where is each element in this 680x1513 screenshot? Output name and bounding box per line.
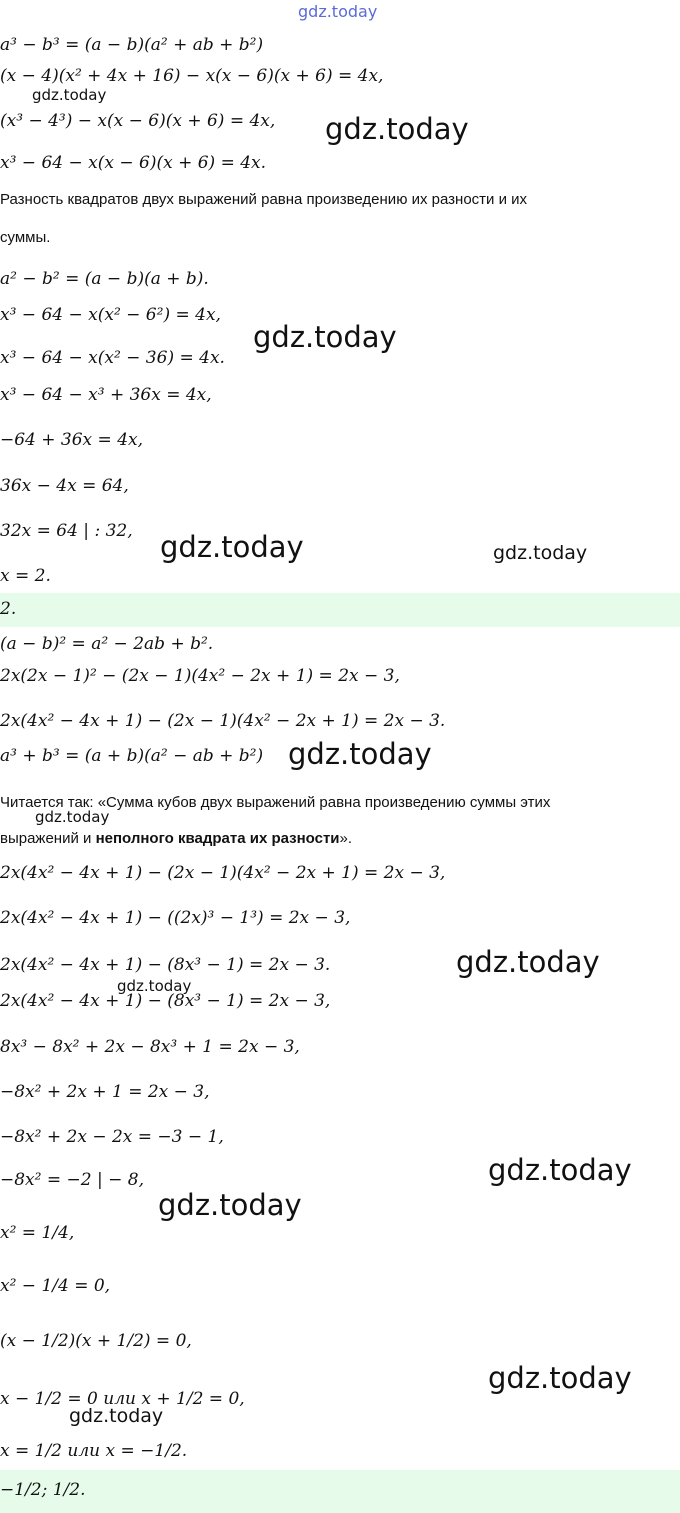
equation-line: 2x(4x² − 4x + 1) − (8x³ − 1) = 2x − 3, <box>0 991 331 1011</box>
explanation-text <box>0 828 352 850</box>
equation-line: 2x(4x² − 4x + 1) − (8x³ − 1) = 2x − 3. <box>0 955 331 975</box>
answer-band <box>0 593 680 627</box>
watermark-top: gdz.today <box>298 2 378 21</box>
equation-line: x − 1/2 = 0 или x + 1/2 = 0, <box>0 1389 245 1409</box>
answer-value: 2. <box>0 599 17 619</box>
explanation-text: Читается так: «Сумма кубов двух выражений равна произведению суммы этих <box>0 794 551 811</box>
watermark: gdz.today <box>493 542 588 564</box>
equation-line: 2x(4x² − 4x + 1) − (2x − 1)(4x² − 2x + 1) = 2x − 3. <box>0 711 446 731</box>
watermark: gdz.today <box>456 945 600 979</box>
equation-line: 2x(4x² − 4x + 1) − (2x − 1)(4x² − 2x + 1) = 2x − 3, <box>0 863 446 883</box>
formula-cube-difference: a³ − b³ = (a − b)(a² + ab + b²) <box>0 35 264 55</box>
equation-line: x³ − 64 − x³ + 36x = 4x, <box>0 385 212 405</box>
equation-line: 36x − 4x = 64, <box>0 476 129 496</box>
equation-line: x = 1/2 или x = −1/2. <box>0 1441 188 1461</box>
explanation-fragment: ». <box>339 830 353 847</box>
watermark: gdz.today <box>69 1405 164 1427</box>
watermark: gdz.today <box>488 1153 632 1187</box>
equation-line: x² = 1/4, <box>0 1223 75 1243</box>
answer-band <box>0 1470 680 1513</box>
watermark: gdz.today <box>325 112 469 146</box>
equation-line: x³ − 64 − x(x² − 6²) = 4x, <box>0 305 221 325</box>
formula-square-difference: a² − b² = (a − b)(a + b). <box>0 269 209 289</box>
equation-line: x³ − 64 − x(x − 6)(x + 6) = 4x. <box>0 153 267 173</box>
equation-line: 2x(2x − 1)² − (2x − 1)(4x² − 2x + 1) = 2x − 3, <box>0 666 400 686</box>
equation-line: −64 + 36x = 4x, <box>0 430 144 450</box>
watermark: gdz.today <box>117 977 192 995</box>
watermark: gdz.today <box>488 1361 632 1395</box>
watermark: gdz.today <box>32 86 107 104</box>
equation-line: −8x² + 2x + 1 = 2x − 3, <box>0 1082 210 1102</box>
equation-line: x² − 1/4 = 0, <box>0 1276 111 1296</box>
equation-line: 2x(4x² − 4x + 1) − ((2x)³ − 1³) = 2x − 3, <box>0 908 351 928</box>
equation-line: −8x² = −2 | − 8, <box>0 1170 144 1190</box>
watermark: gdz.today <box>253 320 397 354</box>
explanation-bold: неполного квадрата их разности <box>95 830 340 847</box>
explanation-text: Разность квадратов двух выражений равна произведению их разности и их <box>0 191 528 208</box>
equation-line: (x − 1/2)(x + 1/2) = 0, <box>0 1331 192 1351</box>
equation-line: x³ − 64 − x(x² − 36) = 4x. <box>0 348 225 368</box>
watermark: gdz.today <box>288 737 432 771</box>
equation-line: (x³ − 4³) − x(x − 6)(x + 6) = 4x, <box>0 111 276 131</box>
equation-line: −8x² + 2x − 2x = −3 − 1, <box>0 1127 224 1147</box>
formula-cube-sum: a³ + b³ = (a + b)(a² − ab + b²) <box>0 746 264 766</box>
equation-line: 32x = 64 | : 32, <box>0 521 133 541</box>
equation-line: 8x³ − 8x² + 2x − 8x³ + 1 = 2x − 3, <box>0 1037 300 1057</box>
equation-line: (x − 4)(x² + 4x + 16) − x(x − 6)(x + 6) = 4x, <box>0 66 384 86</box>
explanation-fragment: выражений и <box>0 830 96 847</box>
equation-line: x = 2. <box>0 566 51 586</box>
answer-value: −1/2; 1/2. <box>0 1480 86 1500</box>
explanation-text: суммы. <box>0 229 51 246</box>
formula-square-of-difference: (a − b)² = a² − 2ab + b². <box>0 634 214 654</box>
watermark: gdz.today <box>35 808 110 826</box>
watermark: gdz.today <box>160 530 304 564</box>
watermark: gdz.today <box>158 1188 302 1222</box>
